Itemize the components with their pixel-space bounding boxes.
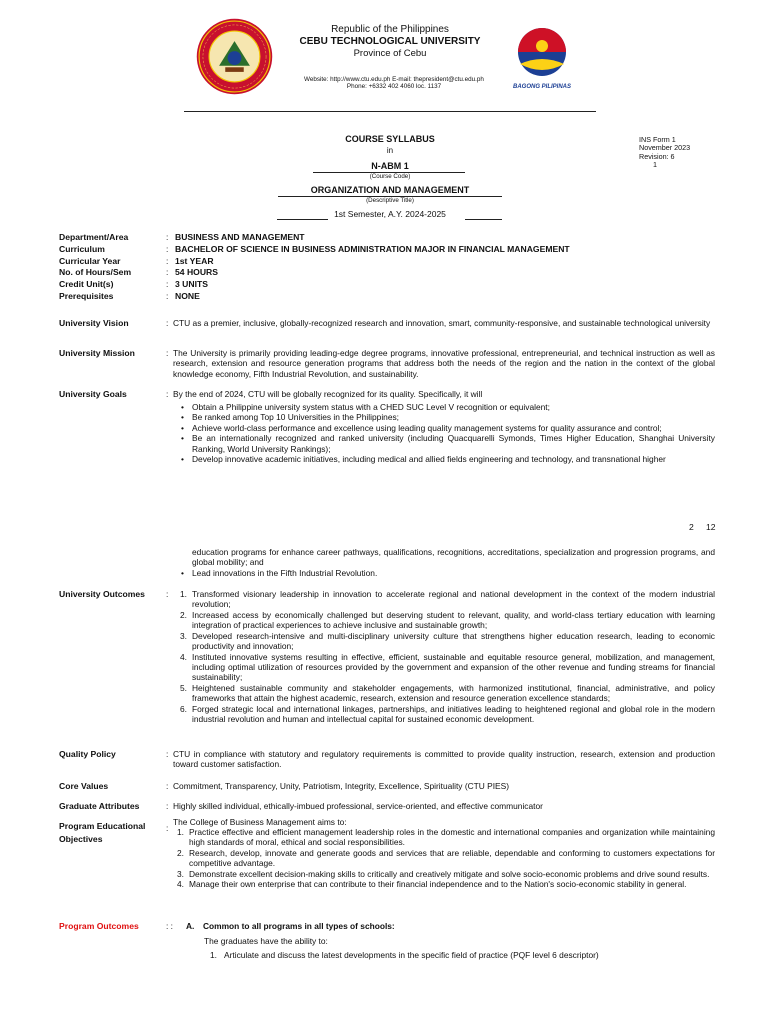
descriptive-title-label: (Descriptive Title): [366, 197, 414, 204]
quality-policy-text: CTU in compliance with statutory and regulatory requirements is committed to provide quality instruction, research, extension and production toward customer satisfaction.: [173, 749, 715, 770]
course-code-label: (Course Code): [369, 173, 411, 180]
info-value: BUSINESS AND MANAGEMENT: [175, 232, 305, 242]
info-value: NONE: [175, 291, 200, 301]
program-outcome-number: 1.: [210, 950, 217, 960]
core-values-label: Core Values: [59, 781, 109, 791]
colon: :: [166, 589, 169, 599]
colon: :: [166, 291, 169, 301]
colon: :: [166, 781, 169, 791]
peo-label-line2: Objectives: [59, 834, 103, 844]
colon: :: [166, 823, 169, 833]
outcomes-label: University Outcomes: [59, 589, 145, 599]
graduate-attributes-label: Graduate Attributes: [59, 801, 140, 811]
quality-policy-label: Quality Policy: [59, 749, 116, 759]
course-code: N-ABM 1: [371, 161, 409, 171]
core-values-text: Commitment, Transparency, Unity, Patriotism, Integrity, Excellence, Spirituality (CTU PIES): [173, 781, 510, 791]
ph-logo-caption: BAGONG PILIPINAS: [512, 84, 571, 90]
peo-label-line1: Program Educational: [59, 821, 146, 831]
contact-line: Website: http://www.ctu.edu.ph E-mail: thepresident@ctu.edu.ph: [304, 76, 484, 83]
semester-line: 1st Semester, A.Y. 2024-2025: [334, 209, 446, 219]
goals-continued: education programs for enhance career pathways, qualifications, recognitions, accreditations, specialization and progression programs, and global mobility; and: [192, 547, 715, 568]
university-seal: [196, 18, 273, 95]
colon: :: [166, 389, 169, 399]
university-name: CEBU TECHNOLOGICAL UNIVERSITY: [299, 36, 481, 47]
list-item: 4. Instituted innovative systems resulting in effective, efficient, sustainable and equitable resource general, mobilization, and management, including optimal utilization of resources provided by the government and expansion of the other revenue and funding streams for financial sustainability;: [180, 651, 715, 683]
vision-label: University Vision: [59, 318, 129, 328]
form-date: November 2023: [639, 143, 691, 153]
list-item: • Be ranked among Top 10 Universities in the Philippines;: [176, 412, 715, 422]
info-label: Curriculum: [59, 244, 105, 254]
list-item: 6. Forged strategic local and international linkages, partnerships, and initiatives leading to heightened regional and global role in the modern industrial revolution and human and intellectual capital for sustained economic development.: [180, 703, 715, 725]
program-outcomes-section-title: Common to all programs in all types of schools:: [203, 921, 395, 931]
list-item: 3. Demonstrate excellent decision-making skills to critically and creatively mitigate and solve socio-economic problems and drive sound results.: [177, 868, 710, 879]
list-item: • Develop innovative academic initiatives, including medical and allied fields engineering and technology, and transnational higher: [176, 454, 715, 464]
phone-line: Phone: +6332 402 4060 loc. 1137: [346, 83, 442, 90]
list-item: 4. Manage their own enterprise that can contribute to their financial independence and to the Nation's socio-economic stability in general.: [177, 879, 687, 890]
program-outcome-item: Articulate and discuss the latest developments in the specific field of practice (PQF level 6 descriptor): [224, 950, 599, 960]
list-item: 3. Developed research-intensive and multi-disciplinary university culture that strengthens higher education research, leading to economic productivity and innovation;: [180, 630, 715, 652]
info-label: Curricular Year: [59, 256, 121, 266]
list-item: 2. Research, develop, innovate and generate goods and services that are reliable, dependable and conforming to customers expectations for competitive advantage.: [177, 847, 715, 869]
program-outcomes-label: Program Outcomes: [59, 921, 139, 931]
graduate-attributes-text: Highly skilled individual, ethically-imbued professional, service-oriented, and effective communicator: [173, 801, 543, 811]
peo-list: [173, 827, 715, 890]
info-value: BACHELOR OF SCIENCE IN BUSINESS ADMINISTRATION MAJOR IN FINANCIAL MANAGEMENT: [175, 244, 570, 254]
mission-label: University Mission: [59, 348, 135, 358]
list-item: • Obtain a Philippine university system status with a CHED SUC Level V recognition or equivalent;: [176, 402, 715, 412]
info-value: 1st YEAR: [175, 256, 214, 266]
list-item: 1. Transformed visionary leadership in innovation to accelerate regional and national development in the context of the modern industrial revolution;: [180, 589, 715, 610]
info-value: 3 UNITS: [175, 279, 208, 289]
colon: :: [166, 267, 169, 277]
form-page: 1: [653, 160, 657, 170]
list-item: • Be an internationally recognized and ranked university (including Quacquarelli Symonds, Times Higher Education, Shanghai University Ranking, World University Rankings);: [176, 433, 715, 454]
page-number: 2: [689, 522, 694, 532]
in-word: in: [386, 146, 394, 155]
vision-text: CTU as a premier, inclusive, globally-recognized research and innovation, smart, community-responsive, and sustainable technological university: [173, 318, 711, 328]
total-pages: 12: [706, 522, 716, 532]
peo-intro: The College of Business Management aims to:: [173, 817, 347, 827]
info-label: Prerequisites: [59, 291, 114, 301]
goals-list-continued: [176, 568, 715, 578]
mission-text: The University is primarily providing leading-edge degree programs, innovative professional, entrepreneurial, and technical instruction as well as research, extension and resource generation programs that address both the needs of the region and the nation in the context of the global knowledge economy, Fifth Industrial Revolution, and sustainability.: [173, 348, 715, 379]
form-name: INS Form 1: [639, 135, 676, 144]
outcomes-list: [176, 589, 715, 724]
colon: :: [166, 279, 169, 289]
semester-rule-left: [277, 219, 328, 220]
info-value: 54 HOURS: [175, 267, 218, 277]
colon: :: [166, 318, 169, 328]
list-item: 1. Practice effective and efficient management leadership roles in the domestic and international companies and organization while maintaining high standards of moral, ethical and social responsibilities.: [177, 827, 715, 848]
goals-list: [176, 402, 715, 465]
program-outcomes-colons: : :: [166, 921, 173, 931]
course-syllabus-title: COURSE SYLLABUS: [345, 134, 435, 144]
colon: :: [166, 348, 169, 358]
colon: :: [166, 749, 169, 759]
list-item: 2. Increased access by economically challenged but deserving student to relevant, quality, and world-class tertiary education with learning integration of practical experiences to achieve inclusive and sustainable growth;: [180, 609, 715, 631]
colon: :: [166, 244, 169, 254]
colon: :: [166, 256, 169, 266]
colon: :: [166, 232, 169, 242]
program-outcomes-ability: The graduates have the ability to:: [204, 936, 328, 946]
form-revision: Revision: 6: [639, 151, 675, 161]
republic-line: Republic of the Philippines: [331, 24, 449, 35]
info-label: Credit Unit(s): [59, 279, 114, 289]
program-outcomes-letter: A.: [186, 921, 195, 931]
list-item: • Lead innovations in the Fifth Industrial Revolution.: [176, 568, 715, 578]
list-item: • Achieve world-class performance and excellence using leading quality management systems for quality assurance and control;: [176, 423, 715, 433]
semester-rule-right: [465, 219, 502, 220]
province-line: Province of Cebu: [353, 48, 427, 59]
info-label: Department/Area: [59, 232, 129, 242]
goals-intro: By the end of 2024, CTU will be globally recognized for its quality. Specifically, it will: [173, 389, 483, 399]
form-info: [639, 136, 690, 170]
list-item: 5. Heightened sustainable community and stakeholder engagements, with harmonized institutional, financial, administrative, and policy frameworks that attain the highest academic, research, extension and resource generation excellence standards;: [180, 682, 715, 704]
colon: :: [166, 801, 169, 811]
info-label: No. of Hours/Sem: [59, 267, 132, 277]
goals-label: University Goals: [59, 389, 127, 399]
descriptive-title: ORGANIZATION AND MANAGEMENT: [310, 185, 470, 195]
header-divider: [184, 111, 596, 112]
